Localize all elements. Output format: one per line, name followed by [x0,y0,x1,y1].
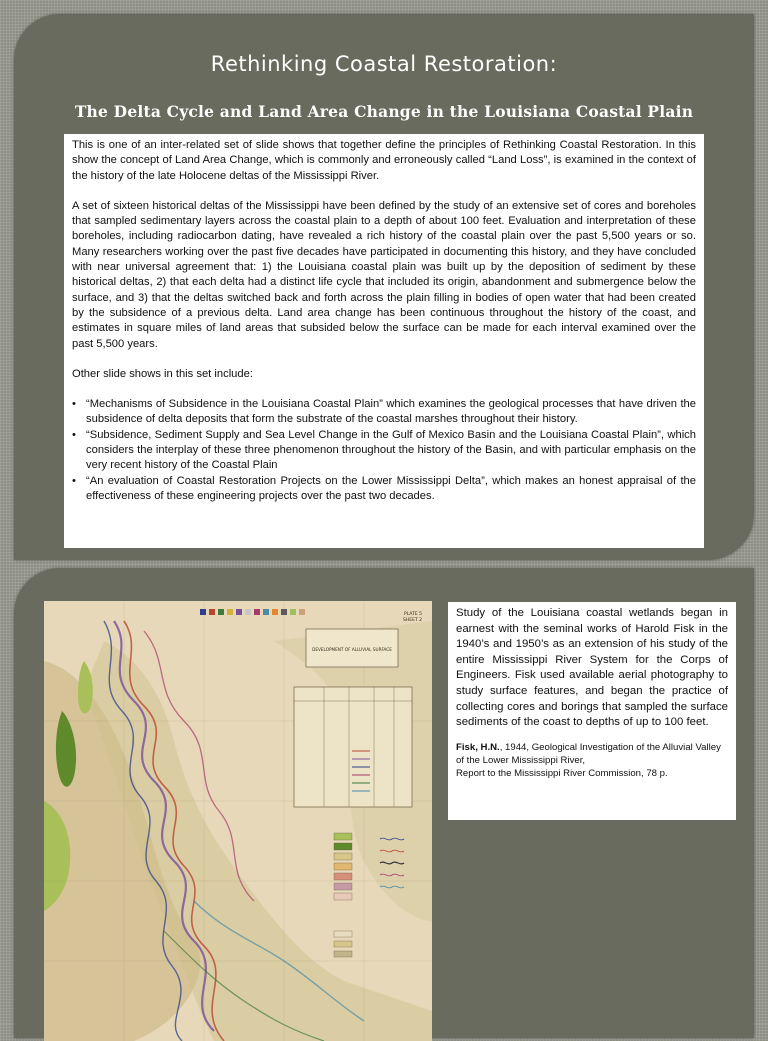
legend-swatch [254,609,260,615]
legend-swatch [218,609,224,615]
list-item: • “Subsidence, Sediment Supply and Sea Level Change in the Gulf of Mexico Basin and the Louisiana Coastal Plain”, which considers the interplay of these three phenomenon throughout the history of the Basin, and with particular emphasis on the very recent history of the Coastal Plain [72,428,696,474]
fisk-geological-map [44,601,432,1041]
fisk-description: Study of the Louisiana coastal wetlands began in earnest with the seminal works of Harold Fisk in the 1940’s and 1950’s as an extension of his study of the entire Mississippi River System for the Corps of Engineers. Fisk used available aerial photography to study surface features, and began the practice of collecting cores and borings that sampled the surface sediments of the coast to depths of up to 100 feet. [456,607,728,729]
map-image [44,601,432,1041]
legend-swatch [245,609,251,615]
slide-2 [14,568,754,1038]
fisk-text-box [448,602,736,820]
reference-author: Fisk, H.N. [456,741,500,753]
legend-swatch [209,609,215,615]
intro-paragraph: This is one of an inter-related set of slide shows that together define the principles of Rethinking Coastal Restoration. In this show the concept of Land Area Change, which is commonly and erroneously called “Land Loss”, is examined in the context of the history of the late Holocene deltas of the Mississippi River. [72,139,696,182]
intro-text-box [64,134,704,548]
slide-subtitle: The Delta Cycle and Land Area Change in the Louisiana Coastal Plain [74,102,694,121]
reference-text: , 1944, Geological Investigation of the Alluvial Valley of the Lower Mississippi River, [456,741,721,766]
other-shows-heading: Other slide shows in this set include: [72,367,253,380]
map-title: DEVELOPMENT OF ALLUVIAL SURFACE [312,647,392,652]
slide-1 [14,14,754,560]
legend-swatch [236,609,242,615]
legend-swatch [290,609,296,615]
sheet-label: SHEET 2 [403,618,422,623]
fisk-reference [456,741,728,780]
list-item: • “Mechanisms of Subsidence in the Louisiana Coastal Plain” which examines the geological processes that have driven the subsidence of delta deposits that form the substrate of the coastal marshes throughout their history. [72,397,696,428]
slide-title: Rethinking Coastal Restoration: [210,52,558,76]
legend-swatch [299,609,305,615]
legend-swatch [263,609,269,615]
reference-line2: Report to the Mississippi River Commission, 78 p. [456,767,668,779]
legend-swatch [227,609,233,615]
plate-label: PLATE 5 [404,612,422,617]
other-shows-list [72,397,696,504]
list-item: • “An evaluation of Coastal Restoration Projects on the Lower Mississippi Delta”, which makes an honest appraisal of the effectiveness of these engineering projects over the past two decades. [72,474,696,505]
delta-history-paragraph: A set of sixteen historical deltas of the Mississippi have been defined by the study of an extensive set of cores and boreholes that sampled sedimentary layers across the coastal plain to a depth of about 100 feet. Evaluation and interpretation of these boreholes, including radiocarbon dating, have revealed a rich history of the coastal plain over the past 5,500 years or so. Many researchers working over the past five decades have participated in documenting this history, and they have concluded with near universal agreement that: 1) the Louisiana coastal plain was built up by the deposition of sediment by these historical deltas, 2) that each delta had a distinct life cycle that included its origin, abandonment and submergence below the surface, and 3) that the deltas switched back and forth across the plain filling in bodies of open water that had been created by the subsidence of a previous delta. Land area change has been continuous throughout the history of the coast, and estimates in square miles of land areas that subsided below the surface can be made for each interval examined over the past 5,500 years. [72,199,696,350]
legend-swatch [272,609,278,615]
legend-swatch [200,609,206,615]
